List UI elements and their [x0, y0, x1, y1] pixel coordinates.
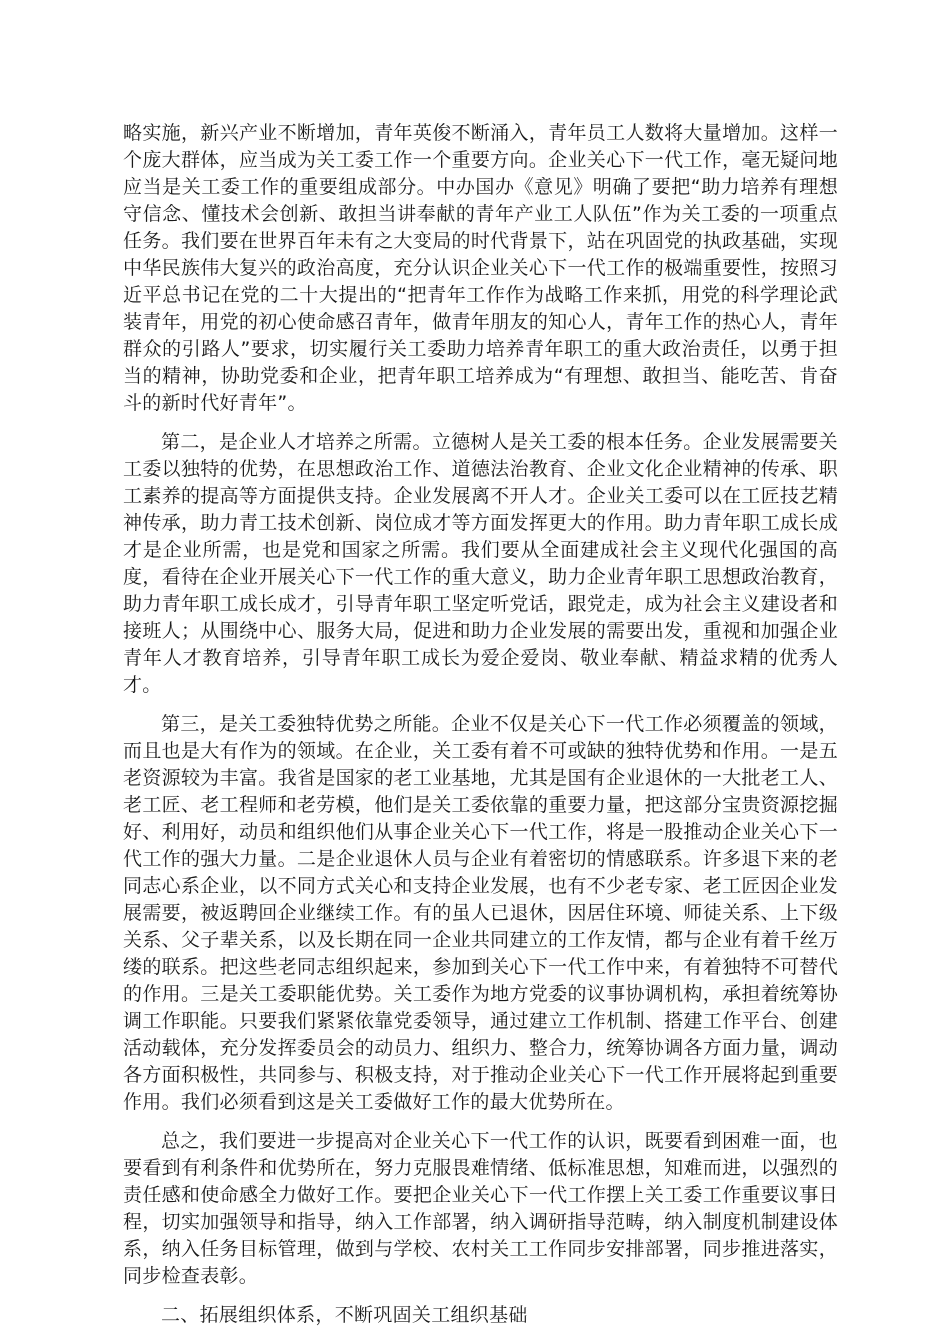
paragraph-summary: 总之，我们要进一步提高对企业关心下一代工作的认识，既要看到困难一面，也要看到有利条件和优势所在，努力克服畏难情绪、低标准思想，知难而进，以强烈的责任感和使命感全力做好工作。要把企业关心下一代工作摆上关工委工作重要议事日程，切实加强领导和指导，纳入工作部署，纳入调研指导范畴，纳入制度机制建设体系，纳入任务目标管理，做到与学校、农村关工工作同步安排部署，同步推进落实，同步检查表彰。: [123, 1130, 838, 1287]
document-body: [123, 120, 838, 1329]
paragraph-second-point: 第二，是企业人才培养之所需。立德树人是关工委的根本任务。企业发展需要关工委以独特的优势，在思想政治工作、道德法治教育、企业文化企业精神的传承、职工素养的提高等方面提供支持。企业发展离不开人才。企业关工委可以在工匠技艺精神传承，助力青工技术创新、岗位成才等方面发挥更大的作用。助力青年职工成长成才是企业所需，也是党和国家之所需。我们要从全面建成社会主义现代化强国的高度，看待在企业开展关心下一代工作的重大意义，助力企业青年职工思想政治教育，助力青年职工成长成才，引导青年职工坚定听党话，跟党走，成为社会主义建设者和接班人；从围绕中心、服务大局，促进和助力企业发展的需要出发，重视和加强企业青年人才教育培养，引导青年职工成长为爱企爱岗、敬业奉献、精益求精的优秀人才。: [123, 431, 838, 696]
paragraph-third-point: 第三，是关工委独特优势之所能。企业不仅是关心下一代工作必须覆盖的领域，而且也是大有作为的领域。在企业，关工委有着不可或缺的独特优势和作用。一是五老资源较为丰富。我省是国家的老工业基地，尤其是国有企业退休的一大批老工人、老工匠、老工程师和老劳模，他们是关工委依靠的重要力量，把这部分宝贵资源挖掘好、利用好，动员和组织他们从事企业关心下一代工作，将是一股推动企业关心下一代工作的强大力量。二是企业退休人员与企业有着密切的情感联系。许多退下来的老同志心系企业，以不同方式关心和支持企业发展，也有不少老专家、老工匠因企业发展需要，被返聘回企业继续工作。有的虽人已退休，因居住环境、师徒关系、上下级关系、父子辈关系，以及长期在同一企业共同建立的工作友情，都与企业有着千丝万缕的联系。把这些老同志组织起来，参加到关心下一代工作中来，有着独特不可替代的作用。三是关工委职能优势。关工委作为地方党委的议事协调机构，承担着统筹协调工作职能。只要我们紧紧依靠党委领导，通过建立工作机制、搭建工作平台、创建活动载体，充分发挥委员会的动员力、组织力、整合力，统筹协调各方面力量，调动各方面积极性，共同参与、积极支持，对于推动企业关心下一代工作开展将起到重要作用。我们必须看到这是关工委做好工作的最大优势所在。: [123, 713, 838, 1113]
paragraph-continuation: 略实施，新兴产业不断增加，青年英俊不断涌入，青年员工人数将大量增加。这样一个庞大群体，应当成为关工委工作一个重要方向。企业关心下一代工作，毫无疑问地应当是关工委工作的重要组成部分。中办国办《意见》明确了要把“助力培养有理想守信念、懂技术会创新、敢担当讲奉献的青年产业工人队伍”作为关工委的一项重点任务。我们要在世界百年未有之大变局的时代背景下，站在巩固党的执政基础，实现中华民族伟大复兴的政治高度，充分认识企业关心下一代工作的极端重要性，按照习近平总书记在党的二十大提出的“把青年工作作为战略工作来抓，用党的科学理论武装青年，用党的初心使命感召青年，做青年朋友的知心人，青年工作的热心人，青年群众的引路人”要求，切实履行关工委助力培养青年职工的重大政治责任，以勇于担当的精神，协助党委和企业，把青年职工培养成为“有理想、敢担当、能吃苦、肯奋斗的新时代好青年”。: [123, 122, 838, 414]
section-heading: 二、拓展组织体系，不断巩固关工组织基础: [161, 1304, 528, 1326]
